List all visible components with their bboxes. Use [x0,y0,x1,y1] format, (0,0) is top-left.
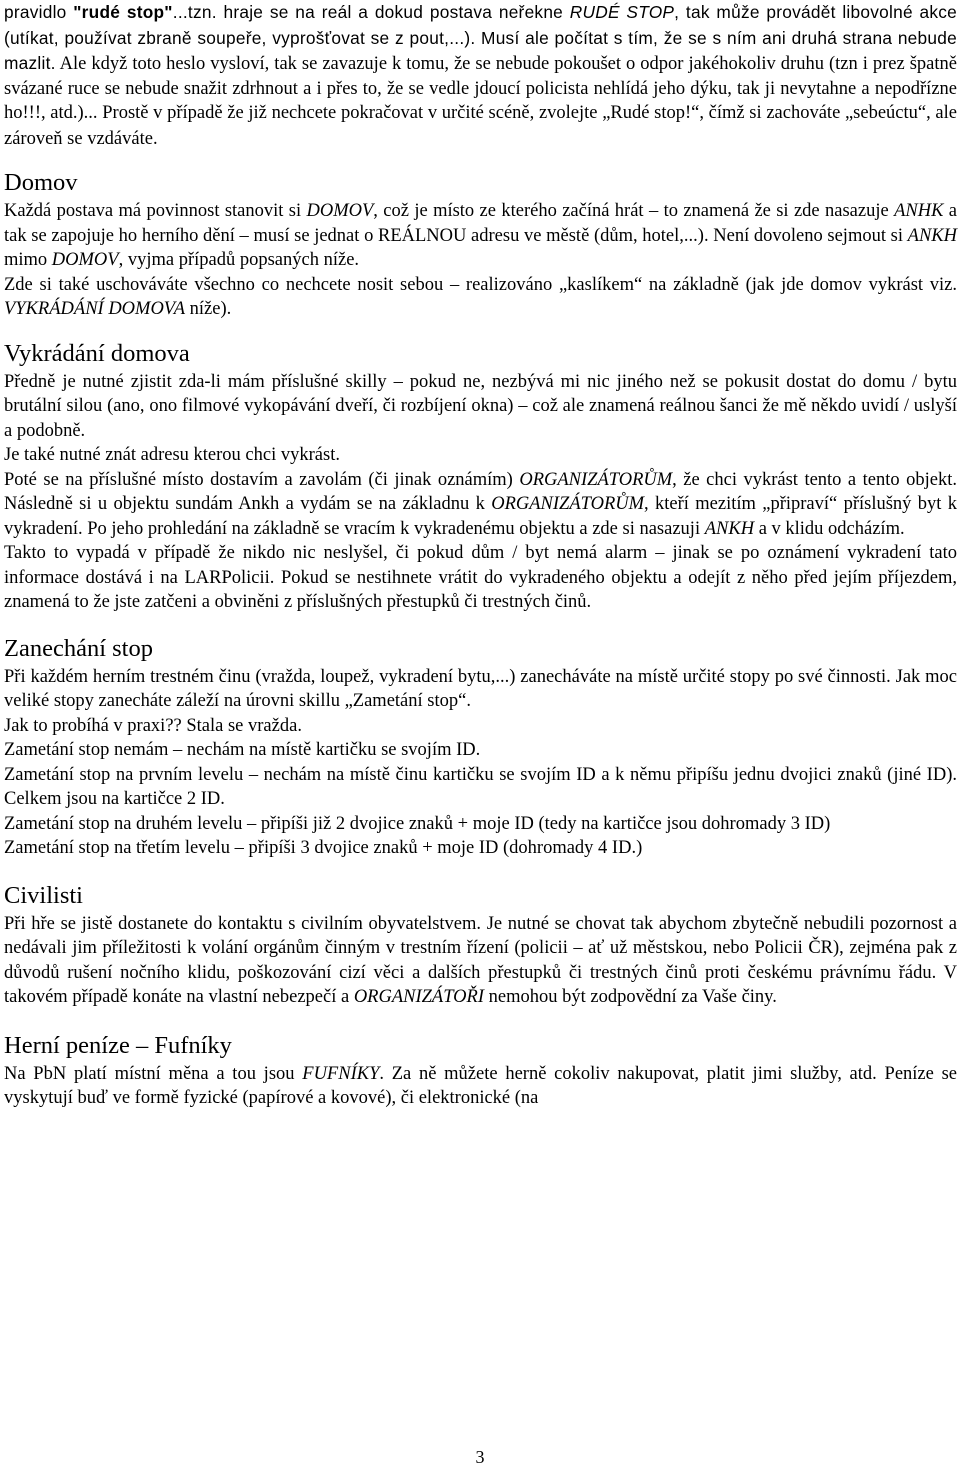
civilisti-paragraph-1 [4,912,957,1010]
heading-zanechani-stop: Zanechání stop [4,634,153,662]
vykradani-p3-text-b: , že chci vykrást tento a tento objekt. Následně si u objektu sundám Ankh a vydám se na základnu k [4,469,957,514]
intro-text-2: ...tzn. hraje se na reál a dokud postava neřekne [172,2,570,22]
intro-text-1: pravidlo [4,2,74,22]
domov-p1-italic-2: ANHK [894,201,944,221]
vykradani-p3-text-d: a v klidu odcházím. [754,518,905,539]
civilisti-p1-text-b: nemohou být zodpovědní za Vaše činy. [484,987,777,1007]
heading-vykradani-domova: Vykrádání domova [4,339,190,367]
zanechani-paragraph-6: Zametání stop na třetím levelu – připíši 3 dvojice znaků + moje ID (dohromady 4 ID.) [4,838,643,858]
vykradani-paragraph-2: Je také nutné znát adresu kterou chci vykrást. [4,445,340,465]
domov-p1-text-d: mimo [4,250,52,270]
intro-text-3: , tak může provádět libovolné akce (utíkat, používat zbraně soupeře, vyprošťovat se z pout,...). Musí ale počítat s tím, že se s ním ani druhá strana nebude mazlit. [4,2,958,73]
heading-civilisti: Civilisti [4,881,83,909]
domov-p1-italic-1: DOMOV [306,201,374,221]
domov-p2-text-a: Zde si také uschováváte všechno co nechcete nosit sebou – realizováno „kaslíkem“ na základně (jak jde domov vykrást viz. [4,274,957,295]
vykradani-p3-text-c: , kteří mezitím „připraví“ příslušný byt k vykradení. Po jeho prohledání na základně se vracím k vykradenému objektu a zde si nasazuji [4,494,957,539]
page-number: 3 [475,1447,485,1467]
rude-stop-bold: "rudé stop" [73,2,173,22]
zanechani-paragraph-4: Zametání stop na prvním levelu – nechám na místě činu kartičku se svojím ID a k němu připíšu jednu dvojici znaků (jiné ID). Celkem jsou na kartičce 2 ID. [4,764,957,809]
domov-paragraph-1 [4,199,957,273]
vykradani-p3-italic-3: ANKH [704,518,755,539]
intro-paragraph [4,0,957,151]
zanechani-paragraph-1: Při každém herním trestném činu (vražda, loupež, vykradení bytu,...) zanecháváte na místě určité stopy po své činnosti. Jak moc veliké stopy zanecháte záleží na úrovni skillu „Zametání stop“. [4,666,957,711]
penize-p1-text-a: Na PbN platí místní měna a tou jsou [4,1063,303,1084]
penize-paragraph-1 [4,1062,957,1111]
civilisti-p1-text-a: Při hře se jistě dostanete do kontaktu s civilním obyvatelstvem. Je nutné se chovat tak abychom zbytečně nebudili pozornost a nedávali jim příležitosti k volání orgánům činným v trestním řízení (policii – ať už městskou, nebo Policii ČR), zejména pak z důvodů rušení nočního klidu, poškozování cizí věci a dalších přestupků či trestných činů proti českému právnímu řádu. V takovém případě konáte na vlastní nebezpečí a [4,913,957,1007]
page-content [4,0,957,1111]
domov-p2-italic-1: VYKRÁDÁNÍ DOMOVA [4,299,186,319]
domov-p1-text-a: Každá postava má povinnost stanovit si [4,201,307,221]
civilisti-p1-italic-1: ORGANIZÁTOŘI [353,987,484,1007]
vykradani-paragraph-3 [4,468,957,542]
domov-paragraph-2 [4,273,957,322]
heading-herni-penize: Herní peníze – Fufníky [4,1031,232,1059]
zanechani-paragraph-2: Jak to probíhá v praxi?? Stala se vražda. [4,715,302,736]
penize-p1-text-b: . Za ně můžete herně cokoliv nakupovat, platit jimi služby, atd. Peníze se vyskytují buď ve formě fyzické (papírové a kovové), či elektronické (na [4,1063,957,1108]
zanechani-paragraph-3: Zametání stop nemám – nechám na místě kartičku se svojím ID. [4,740,481,760]
zanechani-paragraph-5: Zametání stop na druhém levelu – připíši již 2 dvojice znaků + moje ID (tedy na kartičce jsou dohromady 3 ID) [4,813,831,834]
rude-stop-italic: RUDÉ STOP [569,2,675,22]
domov-p1-italic-3: ANKH [907,225,957,246]
domov-p1-text-c: a tak se zapojuje ho herního dění – musí se jednat o REÁLNOU adresu ve městě (dům, hotel,...). Není dovoleno sejmout si [4,201,957,246]
domov-p1-italic-4: DOMOV [51,250,119,270]
vykradani-paragraph-4: Takto to vypadá v případě že nikdo nic neslyšel, či pokud dům / byt nemá alarm – jinak se po oznámení vykradení tato informace dostává i na LARPolicii. Pokud se nestihnete vrátit do vykradeného objektu a odejít z něho před jejím příjezdem, znamená to že jste zatčeni a obviněni z příslušných přestupků či trestných činů. [4,543,957,612]
domov-p2-text-b: níže). [185,299,232,319]
penize-p1-italic-1: FUFNÍKY [302,1063,380,1084]
vykradani-p3-text-a: Poté se na příslušné místo dostavím a zavolám (či jinak oznámím) [4,469,520,490]
heading-domov: Domov [4,169,78,196]
vykradani-p3-italic-1: ORGANIZÁTORŮM [519,469,673,490]
intro-serif-text: Ale když toto heslo vysloví, tak se zavazuje k tomu, že se nebude pokoušet o odpor jakéhokoliv druhu (tzn i prez špatně svázané ruce se nebude snažit zdrhnout a i přes to, že se vedle jdoucí policista nehlídá jeho dýku, tak ji nevytahne a nepodřízne ho!!!, atd.)... Prostě v případě že již nechcete pokračovat v určité scéně, zvolejte „Rudé stop!“, čímž si zachováte „sebeúctu“, ale zároveň se vzdáváte. [4,54,957,149]
domov-p1-text-e: , vyjma případů popsaných níže. [118,250,360,270]
vykradani-p3-italic-2: ORGANIZÁTORŮM [491,494,645,514]
domov-p1-text-b: , což je místo ze kterého začíná hrát – to znamená že si zde nasazuje [373,201,895,221]
vykradani-paragraph-1: Předně je nutné zjistit zda-li mám příslušné skilly – pokud ne, nezbývá mi nic jiného než se pokusit dostat do domu / bytu brutální silou (ano, ono filmové vykopávání dveří, či rozbíjení okna) – což ale znamená reálnou šanci že mě někdo uvidí / uslyší a podobně. [4,371,957,441]
